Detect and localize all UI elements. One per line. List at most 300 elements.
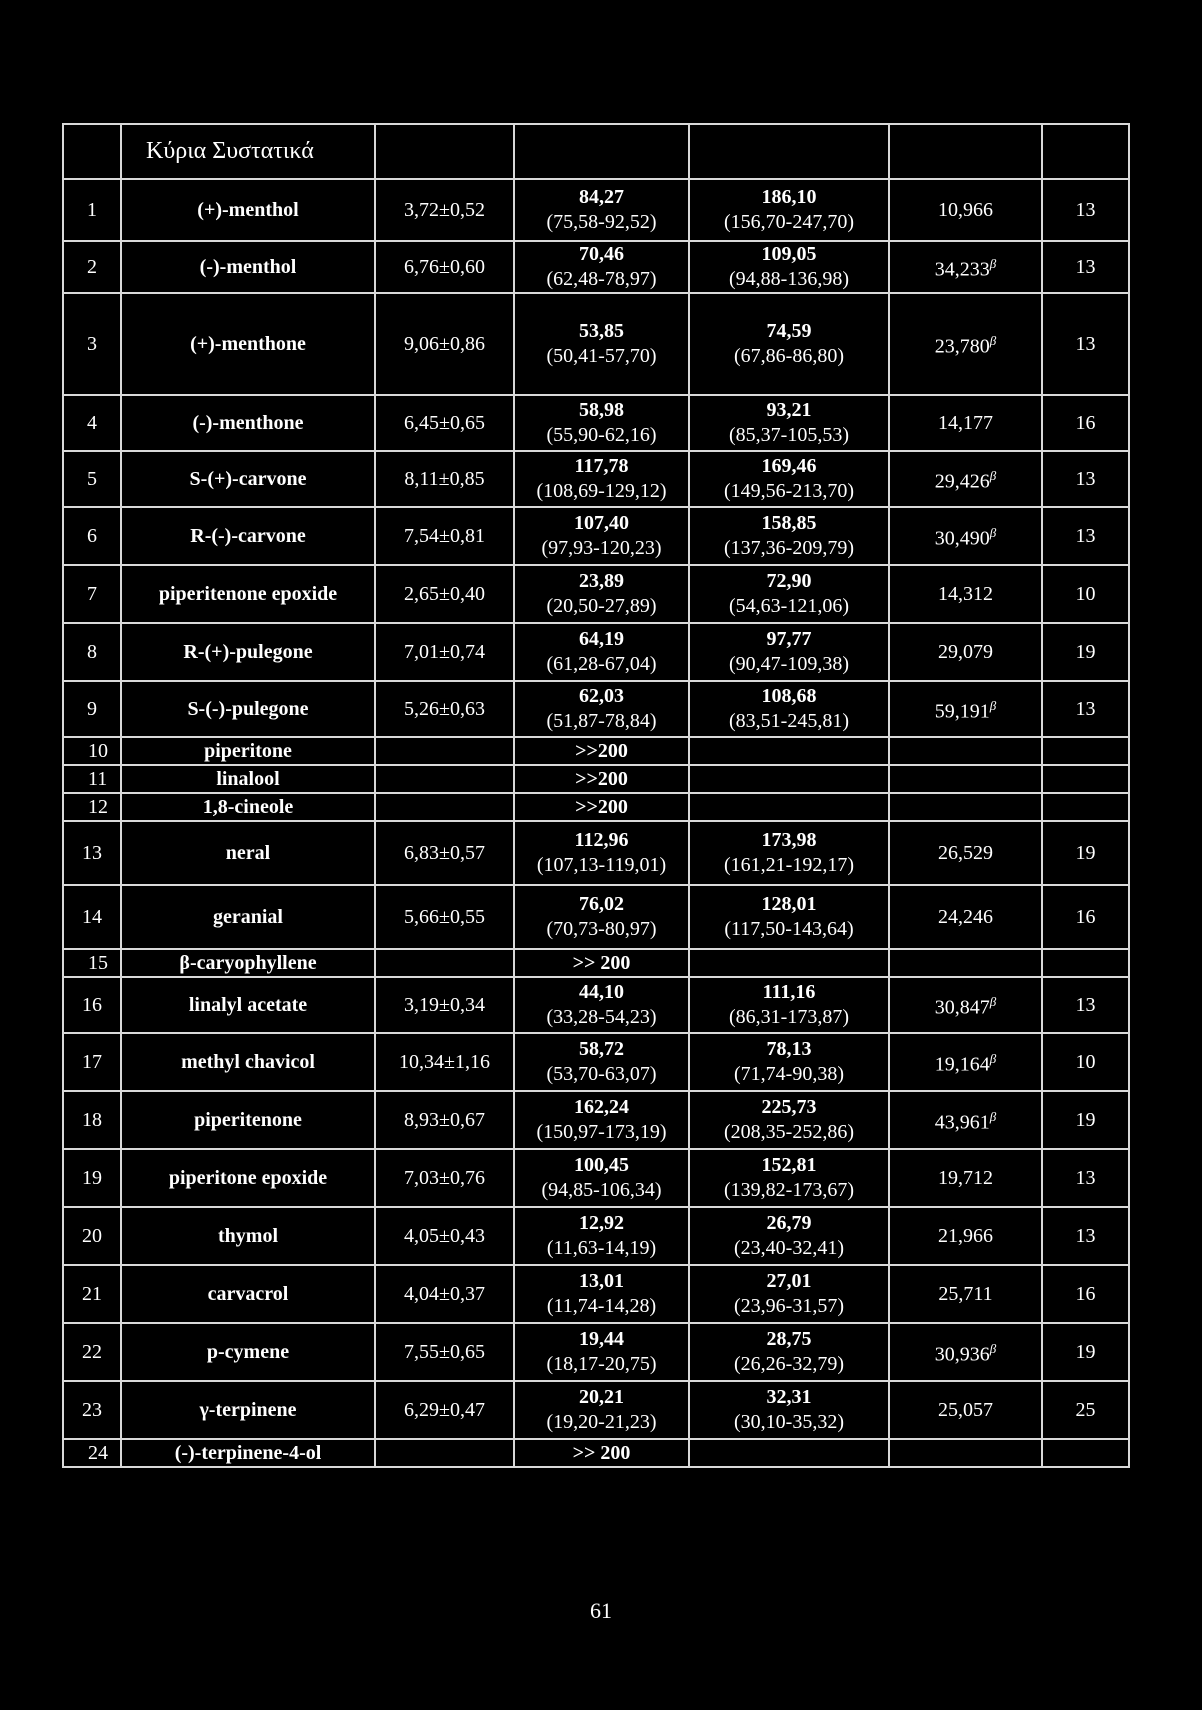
stat-value bbox=[889, 821, 1042, 885]
ci-value: 76,02 bbox=[579, 893, 624, 915]
stat-number: 30,847 bbox=[934, 996, 990, 1019]
empty-cell bbox=[889, 949, 1042, 977]
data-table bbox=[62, 123, 1130, 1468]
mean-value: 7,55±0,65 bbox=[375, 1323, 514, 1381]
n-value: 13 bbox=[1042, 681, 1129, 737]
empty-cell bbox=[375, 737, 514, 765]
ci-range: (11,74-14,28) bbox=[546, 1295, 657, 1317]
compound-name: piperitone bbox=[121, 737, 375, 765]
stat-value bbox=[889, 623, 1042, 681]
ci-range: (18,17-20,75) bbox=[546, 1353, 657, 1375]
row-number: 1 bbox=[63, 179, 121, 241]
ci-range: (137,36-209,79) bbox=[724, 537, 854, 559]
ci-range: (67,86-86,80) bbox=[734, 345, 844, 367]
stat-value bbox=[889, 507, 1042, 565]
table-row bbox=[63, 1033, 1129, 1091]
ci-range: (71,74-90,38) bbox=[734, 1063, 844, 1085]
compound-name: R-(+)-pulegone bbox=[121, 623, 375, 681]
ci-cell-1 bbox=[514, 1091, 689, 1149]
ci-value: 44,10 bbox=[579, 981, 624, 1003]
ci-value: 12,92 bbox=[579, 1212, 624, 1234]
n-value: 19 bbox=[1042, 1323, 1129, 1381]
ci-range: (156,70-247,70) bbox=[724, 211, 854, 233]
empty-cell bbox=[1042, 793, 1129, 821]
ci-cell-1 bbox=[514, 977, 689, 1033]
row-number: 11 bbox=[63, 765, 121, 793]
row-number: 5 bbox=[63, 451, 121, 507]
ci-range: (19,20-21,23) bbox=[546, 1411, 657, 1433]
mean-value: 4,05±0,43 bbox=[375, 1207, 514, 1265]
empty-cell bbox=[689, 737, 889, 765]
ci-cell-2 bbox=[689, 1381, 889, 1439]
n-value: 10 bbox=[1042, 565, 1129, 623]
ci-value: 158,85 bbox=[761, 512, 817, 534]
ci-value: 109,05 bbox=[761, 243, 817, 265]
stat-value bbox=[889, 885, 1042, 949]
ci-cell-2 bbox=[689, 681, 889, 737]
n-value: 13 bbox=[1042, 451, 1129, 507]
ci-cell-1 bbox=[514, 681, 689, 737]
value-cell: >>200 bbox=[514, 737, 689, 765]
n-value: 13 bbox=[1042, 1207, 1129, 1265]
ci-value: 169,46 bbox=[761, 455, 817, 477]
stat-number: 30,490 bbox=[934, 527, 990, 550]
ci-value: 108,68 bbox=[761, 685, 817, 707]
compound-name: S-(-)-pulegone bbox=[121, 681, 375, 737]
ci-value: 84,27 bbox=[579, 186, 624, 208]
row-number: 16 bbox=[63, 977, 121, 1033]
table-row bbox=[63, 737, 1129, 765]
ci-value: 28,75 bbox=[766, 1328, 812, 1350]
table-row bbox=[63, 179, 1129, 241]
n-value: 13 bbox=[1042, 241, 1129, 293]
ci-cell-1 bbox=[514, 293, 689, 395]
compound-name: linalool bbox=[121, 765, 375, 793]
table-row bbox=[63, 451, 1129, 507]
table-row bbox=[63, 1149, 1129, 1207]
significance-marker: β bbox=[989, 1109, 997, 1125]
table-row bbox=[63, 395, 1129, 451]
header-row bbox=[63, 124, 1129, 179]
stat-number: 14,312 bbox=[938, 582, 993, 605]
ci-range: (139,82-173,67) bbox=[724, 1179, 854, 1201]
n-value: 13 bbox=[1042, 293, 1129, 395]
ci-cell-1 bbox=[514, 1207, 689, 1265]
ci-range: (62,48-78,97) bbox=[546, 268, 657, 290]
ci-range: (150,97-173,19) bbox=[536, 1121, 667, 1143]
compound-name: p-cymene bbox=[121, 1323, 375, 1381]
ci-value: 162,24 bbox=[574, 1096, 629, 1118]
empty-cell bbox=[375, 765, 514, 793]
mean-value: 6,29±0,47 bbox=[375, 1381, 514, 1439]
stat-number: 19,712 bbox=[938, 1166, 993, 1189]
n-value: 13 bbox=[1042, 179, 1129, 241]
ci-value: 112,96 bbox=[574, 829, 629, 851]
ci-value: 111,16 bbox=[762, 981, 816, 1003]
mean-value: 7,01±0,74 bbox=[375, 623, 514, 681]
row-number: 8 bbox=[63, 623, 121, 681]
compound-name: thymol bbox=[121, 1207, 375, 1265]
header-cell-blank bbox=[689, 124, 889, 179]
header-title: Κύρια Συστατικά bbox=[121, 124, 375, 179]
stat-value bbox=[889, 1265, 1042, 1323]
stat-number: 43,961 bbox=[934, 1111, 990, 1134]
row-number: 4 bbox=[63, 395, 121, 451]
mean-value: 6,83±0,57 bbox=[375, 821, 514, 885]
row-number: 3 bbox=[63, 293, 121, 395]
ci-value: 186,10 bbox=[761, 186, 817, 208]
row-number: 19 bbox=[63, 1149, 121, 1207]
empty-cell bbox=[1042, 737, 1129, 765]
empty-cell bbox=[689, 793, 889, 821]
significance-marker: β bbox=[989, 256, 997, 272]
ci-cell-2 bbox=[689, 565, 889, 623]
ci-value: 20,21 bbox=[579, 1386, 624, 1408]
ci-range: (108,69-129,12) bbox=[536, 480, 667, 502]
row-number: 24 bbox=[63, 1439, 121, 1467]
n-value: 13 bbox=[1042, 977, 1129, 1033]
ci-cell-2 bbox=[689, 1149, 889, 1207]
value-cell: >> 200 bbox=[514, 949, 689, 977]
ci-value: 23,89 bbox=[579, 570, 624, 592]
row-number: 10 bbox=[63, 737, 121, 765]
ci-cell-1 bbox=[514, 623, 689, 681]
table-row bbox=[63, 793, 1129, 821]
ci-cell-1 bbox=[514, 241, 689, 293]
ci-cell-2 bbox=[689, 1033, 889, 1091]
ci-cell-2 bbox=[689, 1207, 889, 1265]
row-number: 20 bbox=[63, 1207, 121, 1265]
stat-number: 23,780 bbox=[934, 335, 990, 358]
compound-name: (-)-menthol bbox=[121, 241, 375, 293]
ci-cell-2 bbox=[689, 395, 889, 451]
empty-cell bbox=[889, 737, 1042, 765]
ci-range: (11,63-14,19) bbox=[546, 1237, 657, 1259]
row-number: 7 bbox=[63, 565, 121, 623]
table-row bbox=[63, 765, 1129, 793]
mean-value: 4,04±0,37 bbox=[375, 1265, 514, 1323]
ci-cell-1 bbox=[514, 395, 689, 451]
stat-number: 29,079 bbox=[938, 640, 993, 663]
ci-range: (30,10-35,32) bbox=[734, 1411, 844, 1433]
table-row bbox=[63, 507, 1129, 565]
n-value: 16 bbox=[1042, 885, 1129, 949]
compound-name: carvacrol bbox=[121, 1265, 375, 1323]
n-value: 10 bbox=[1042, 1033, 1129, 1091]
ci-cell-1 bbox=[514, 821, 689, 885]
empty-cell bbox=[375, 793, 514, 821]
stat-number: 10,966 bbox=[938, 198, 993, 221]
empty-cell bbox=[1042, 1439, 1129, 1467]
empty-cell bbox=[689, 949, 889, 977]
stat-value bbox=[889, 241, 1042, 293]
ci-range: (20,50-27,89) bbox=[546, 595, 657, 617]
ci-cell-2 bbox=[689, 241, 889, 293]
header-cell-blank bbox=[1042, 124, 1129, 179]
ci-cell-1 bbox=[514, 1323, 689, 1381]
ci-value: 27,01 bbox=[766, 1270, 812, 1292]
stat-value bbox=[889, 451, 1042, 507]
table-row bbox=[63, 1091, 1129, 1149]
compound-name: geranial bbox=[121, 885, 375, 949]
ci-cell-2 bbox=[689, 821, 889, 885]
n-value: 19 bbox=[1042, 1091, 1129, 1149]
n-value: 19 bbox=[1042, 821, 1129, 885]
stat-number: 59,191 bbox=[934, 700, 990, 723]
row-number: 23 bbox=[63, 1381, 121, 1439]
n-value: 25 bbox=[1042, 1381, 1129, 1439]
stat-value bbox=[889, 681, 1042, 737]
ci-range: (61,28-67,04) bbox=[546, 653, 657, 675]
stat-value bbox=[889, 1323, 1042, 1381]
significance-marker: β bbox=[989, 994, 997, 1010]
ci-value: 152,81 bbox=[761, 1154, 817, 1176]
compound-name: (+)-menthol bbox=[121, 179, 375, 241]
ci-range: (50,41-57,70) bbox=[546, 345, 657, 367]
ci-value: 107,40 bbox=[574, 512, 629, 534]
ci-range: (161,21-192,17) bbox=[724, 854, 854, 876]
table-row bbox=[63, 241, 1129, 293]
ci-cell-1 bbox=[514, 565, 689, 623]
ci-value: 32,31 bbox=[766, 1386, 812, 1408]
stat-number: 14,177 bbox=[938, 411, 993, 434]
compound-name: piperitone epoxide bbox=[121, 1149, 375, 1207]
empty-cell bbox=[375, 949, 514, 977]
empty-cell bbox=[689, 765, 889, 793]
table-row bbox=[63, 1381, 1129, 1439]
mean-value: 2,65±0,40 bbox=[375, 565, 514, 623]
mean-value: 8,93±0,67 bbox=[375, 1091, 514, 1149]
compound-name: linalyl acetate bbox=[121, 977, 375, 1033]
ci-cell-2 bbox=[689, 1091, 889, 1149]
ci-range: (55,90-62,16) bbox=[546, 424, 657, 446]
ci-cell-1 bbox=[514, 179, 689, 241]
empty-cell bbox=[889, 765, 1042, 793]
stat-number: 24,246 bbox=[938, 905, 993, 928]
mean-value: 3,19±0,34 bbox=[375, 977, 514, 1033]
row-number: 2 bbox=[63, 241, 121, 293]
ci-range: (23,40-32,41) bbox=[734, 1237, 844, 1259]
table-row bbox=[63, 681, 1129, 737]
significance-marker: β bbox=[989, 468, 997, 484]
ci-value: 100,45 bbox=[574, 1154, 629, 1176]
empty-cell bbox=[689, 1439, 889, 1467]
mean-value: 8,11±0,85 bbox=[375, 451, 514, 507]
ci-value: 225,73 bbox=[761, 1096, 817, 1118]
stat-number: 21,966 bbox=[938, 1224, 993, 1247]
mean-value: 6,76±0,60 bbox=[375, 241, 514, 293]
empty-cell bbox=[1042, 765, 1129, 793]
n-value: 13 bbox=[1042, 1149, 1129, 1207]
table-row bbox=[63, 1207, 1129, 1265]
ci-range: (85,37-105,53) bbox=[729, 424, 849, 446]
compound-name: R-(-)-carvone bbox=[121, 507, 375, 565]
mean-value: 5,26±0,63 bbox=[375, 681, 514, 737]
row-number: 6 bbox=[63, 507, 121, 565]
ci-range: (94,88-136,98) bbox=[729, 268, 849, 290]
mean-value: 6,45±0,65 bbox=[375, 395, 514, 451]
ci-cell-2 bbox=[689, 507, 889, 565]
mean-value: 5,66±0,55 bbox=[375, 885, 514, 949]
compound-name: γ-terpinene bbox=[121, 1381, 375, 1439]
mean-value: 7,54±0,81 bbox=[375, 507, 514, 565]
ci-value: 78,13 bbox=[766, 1038, 812, 1060]
ci-value: 62,03 bbox=[579, 685, 624, 707]
significance-marker: β bbox=[989, 525, 997, 541]
n-value: 19 bbox=[1042, 623, 1129, 681]
ci-cell-1 bbox=[514, 1381, 689, 1439]
table-row bbox=[63, 623, 1129, 681]
ci-range: (94,85-106,34) bbox=[541, 1179, 662, 1201]
compound-name: piperitenone bbox=[121, 1091, 375, 1149]
ci-range: (86,31-173,87) bbox=[729, 1006, 849, 1028]
empty-cell bbox=[375, 1439, 514, 1467]
stat-number: 34,233 bbox=[934, 258, 990, 281]
ci-value: 26,79 bbox=[766, 1212, 812, 1234]
ci-cell-1 bbox=[514, 451, 689, 507]
value-cell: >>200 bbox=[514, 765, 689, 793]
row-number: 9 bbox=[63, 681, 121, 737]
ci-cell-2 bbox=[689, 451, 889, 507]
compound-name: piperitenone epoxide bbox=[121, 565, 375, 623]
ci-cell-2 bbox=[689, 1323, 889, 1381]
ci-value: 97,77 bbox=[766, 628, 812, 650]
value-cell: >> 200 bbox=[514, 1439, 689, 1467]
ci-value: 173,98 bbox=[761, 829, 817, 851]
stat-value bbox=[889, 565, 1042, 623]
significance-marker: β bbox=[989, 333, 997, 349]
ci-cell-2 bbox=[689, 1265, 889, 1323]
ci-value: 58,98 bbox=[579, 399, 624, 421]
stat-value bbox=[889, 1149, 1042, 1207]
n-value: 13 bbox=[1042, 507, 1129, 565]
ci-range: (97,93-120,23) bbox=[541, 537, 662, 559]
row-number: 18 bbox=[63, 1091, 121, 1149]
ci-range: (107,13-119,01) bbox=[536, 854, 667, 876]
stat-value bbox=[889, 395, 1042, 451]
ci-range: (149,56-213,70) bbox=[724, 480, 854, 502]
row-number: 21 bbox=[63, 1265, 121, 1323]
table-row bbox=[63, 293, 1129, 395]
significance-marker: β bbox=[989, 698, 997, 714]
ci-value: 70,46 bbox=[579, 243, 624, 265]
table-row bbox=[63, 949, 1129, 977]
ci-cell-1 bbox=[514, 885, 689, 949]
row-number: 14 bbox=[63, 885, 121, 949]
table-row bbox=[63, 821, 1129, 885]
ci-value: 72,90 bbox=[766, 570, 812, 592]
stat-value bbox=[889, 1091, 1042, 1149]
ci-range: (208,35-252,86) bbox=[724, 1121, 854, 1143]
mean-value: 9,06±0,86 bbox=[375, 293, 514, 395]
ci-value: 64,19 bbox=[579, 628, 624, 650]
mean-value: 3,72±0,52 bbox=[375, 179, 514, 241]
header-cell-blank bbox=[375, 124, 514, 179]
ci-range: (90,47-109,38) bbox=[729, 653, 849, 675]
stat-number: 19,164 bbox=[934, 1053, 990, 1076]
ci-cell-1 bbox=[514, 1265, 689, 1323]
table-row bbox=[63, 1439, 1129, 1467]
n-value: 16 bbox=[1042, 1265, 1129, 1323]
compound-name: (+)-menthone bbox=[121, 293, 375, 395]
stat-number: 29,426 bbox=[934, 470, 990, 493]
ci-value: 13,01 bbox=[579, 1270, 624, 1292]
stat-value bbox=[889, 1381, 1042, 1439]
stat-value bbox=[889, 293, 1042, 395]
ci-range: (54,63-121,06) bbox=[729, 595, 849, 617]
ci-value: 19,44 bbox=[579, 1328, 624, 1350]
ci-cell-1 bbox=[514, 1033, 689, 1091]
page-number: 61 bbox=[590, 1598, 612, 1623]
empty-cell bbox=[889, 793, 1042, 821]
ci-cell-2 bbox=[689, 977, 889, 1033]
significance-marker: β bbox=[989, 1341, 997, 1357]
compound-name: neral bbox=[121, 821, 375, 885]
stat-value bbox=[889, 1207, 1042, 1265]
ci-value: 117,78 bbox=[574, 455, 629, 477]
empty-cell bbox=[1042, 949, 1129, 977]
ci-range: (117,50-143,64) bbox=[724, 918, 854, 940]
row-number: 17 bbox=[63, 1033, 121, 1091]
ci-range: (26,26-32,79) bbox=[734, 1353, 844, 1375]
ci-range: (23,96-31,57) bbox=[734, 1295, 844, 1317]
n-value: 16 bbox=[1042, 395, 1129, 451]
ci-cell-2 bbox=[689, 293, 889, 395]
ci-cell-1 bbox=[514, 507, 689, 565]
compound-name: methyl chavicol bbox=[121, 1033, 375, 1091]
table-row bbox=[63, 565, 1129, 623]
mean-value: 7,03±0,76 bbox=[375, 1149, 514, 1207]
table-body bbox=[63, 124, 1129, 1467]
ci-cell-2 bbox=[689, 179, 889, 241]
stat-value bbox=[889, 977, 1042, 1033]
ci-range: (53,70-63,07) bbox=[546, 1063, 657, 1085]
stat-number: 26,529 bbox=[938, 841, 993, 864]
ci-range: (75,58-92,52) bbox=[546, 211, 657, 233]
ci-range: (33,28-54,23) bbox=[546, 1006, 657, 1028]
ci-cell-2 bbox=[689, 623, 889, 681]
compound-name: (-)-terpinene-4-ol bbox=[121, 1439, 375, 1467]
stat-number: 25,711 bbox=[938, 1282, 993, 1305]
ci-range: (51,87-78,84) bbox=[546, 710, 657, 732]
compound-name: 1,8-cineole bbox=[121, 793, 375, 821]
ci-value: 128,01 bbox=[761, 893, 817, 915]
ci-cell-1 bbox=[514, 1149, 689, 1207]
empty-cell bbox=[889, 1439, 1042, 1467]
stat-value bbox=[889, 179, 1042, 241]
ci-cell-2 bbox=[689, 885, 889, 949]
ci-value: 93,21 bbox=[766, 399, 812, 421]
stat-value bbox=[889, 1033, 1042, 1091]
ci-range: (70,73-80,97) bbox=[546, 918, 657, 940]
ci-value: 58,72 bbox=[579, 1038, 624, 1060]
header-cell-blank bbox=[889, 124, 1042, 179]
compound-name: (-)-menthone bbox=[121, 395, 375, 451]
row-number: 12 bbox=[63, 793, 121, 821]
table-row bbox=[63, 885, 1129, 949]
header-cell-blank bbox=[63, 124, 121, 179]
significance-marker: β bbox=[989, 1051, 997, 1067]
ci-range: (83,51-245,81) bbox=[729, 710, 849, 732]
table-row bbox=[63, 1265, 1129, 1323]
ci-value: 74,59 bbox=[766, 320, 812, 342]
ci-value: 53,85 bbox=[579, 320, 624, 342]
value-cell: >>200 bbox=[514, 793, 689, 821]
stat-number: 30,936 bbox=[934, 1343, 990, 1366]
row-number: 13 bbox=[63, 821, 121, 885]
stat-number: 25,057 bbox=[938, 1398, 993, 1421]
row-number: 15 bbox=[63, 949, 121, 977]
